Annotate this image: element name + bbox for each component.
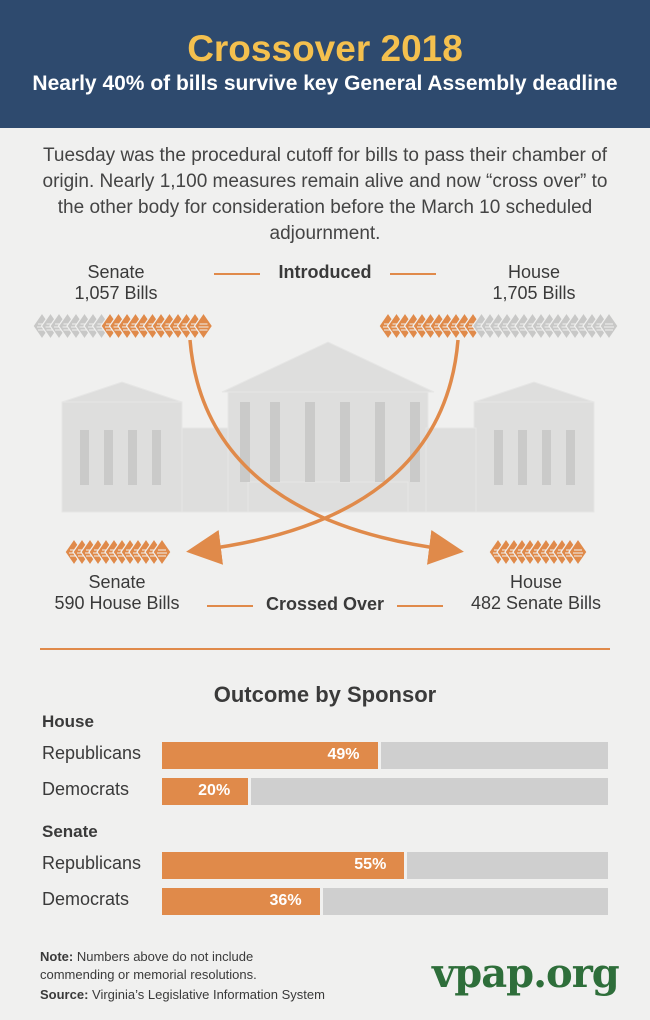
bar-track <box>162 888 608 915</box>
bar-value-label: 55% <box>354 856 387 873</box>
section-divider <box>40 648 610 650</box>
divider-dash <box>397 605 443 607</box>
house-introduced-bills-icon <box>379 313 618 339</box>
header-banner <box>0 0 650 128</box>
bar-label: Republicans <box>42 853 142 873</box>
senate-name: Senate <box>87 262 145 282</box>
note-label: Note: <box>40 949 74 964</box>
vpap-logo[interactable]: vpap.org <box>432 950 619 997</box>
house-crossed-bills-icon <box>489 539 587 565</box>
house-crossed-count: 482 Senate Bills <box>470 593 602 613</box>
bar <box>162 852 407 879</box>
source-body: Virginia’s Legislative Information System <box>92 987 325 1002</box>
house-introduced-count: 1,705 Bills <box>492 283 576 303</box>
house-name: House <box>507 262 561 282</box>
crossed-over-label: Crossed Over <box>265 594 385 614</box>
divider-dash <box>207 605 253 607</box>
page-subtitle: Nearly 40% of bills survive key General Assembly deadline <box>32 72 618 95</box>
note-body: Numbers above do not include commending or memorial resolutions. <box>40 949 257 982</box>
senate-crossed-label <box>40 572 194 614</box>
chamber-heading: House <box>42 712 94 731</box>
senate-introduced-bills-icon <box>33 313 213 339</box>
senate-name: Senate <box>88 572 146 592</box>
note-text <box>40 948 320 984</box>
senate-introduced-count: 1,057 Bills <box>74 283 158 303</box>
bar-value-label: 20% <box>198 782 231 799</box>
intro-paragraph: Tuesday was the procedural cutoff for bills to pass their chamber of origin. Nearly 1,100 measures remain alive and now “cross over” to the other body for consideration before the March 10 scheduled adjournment. <box>42 145 608 244</box>
senate-crossed-bills-icon <box>65 539 171 565</box>
bar <box>162 778 251 805</box>
bar-label: Democrats <box>42 889 130 909</box>
bar-track <box>162 852 608 879</box>
bar <box>162 888 323 915</box>
bar-track <box>162 778 608 805</box>
house-name: House <box>509 572 563 592</box>
source-text <box>40 987 325 1002</box>
bar-label: Republicans <box>42 743 142 763</box>
bar-value-label: 49% <box>327 746 360 763</box>
page-title: Crossover 2018 <box>187 28 463 69</box>
bar-label: Democrats <box>42 779 130 799</box>
bar-track <box>162 742 608 769</box>
chart-title: Outcome by Sponsor <box>213 682 437 707</box>
source-label: Source: <box>40 987 89 1002</box>
introduced-label: Introduced <box>278 262 372 282</box>
bar <box>162 742 381 769</box>
capitol-building-icon <box>62 342 594 512</box>
bar-value-label: 36% <box>269 892 302 909</box>
chamber-heading: Senate <box>42 822 98 841</box>
senate-crossed-count: 590 House Bills <box>54 593 180 613</box>
house-crossed-label <box>456 572 616 614</box>
